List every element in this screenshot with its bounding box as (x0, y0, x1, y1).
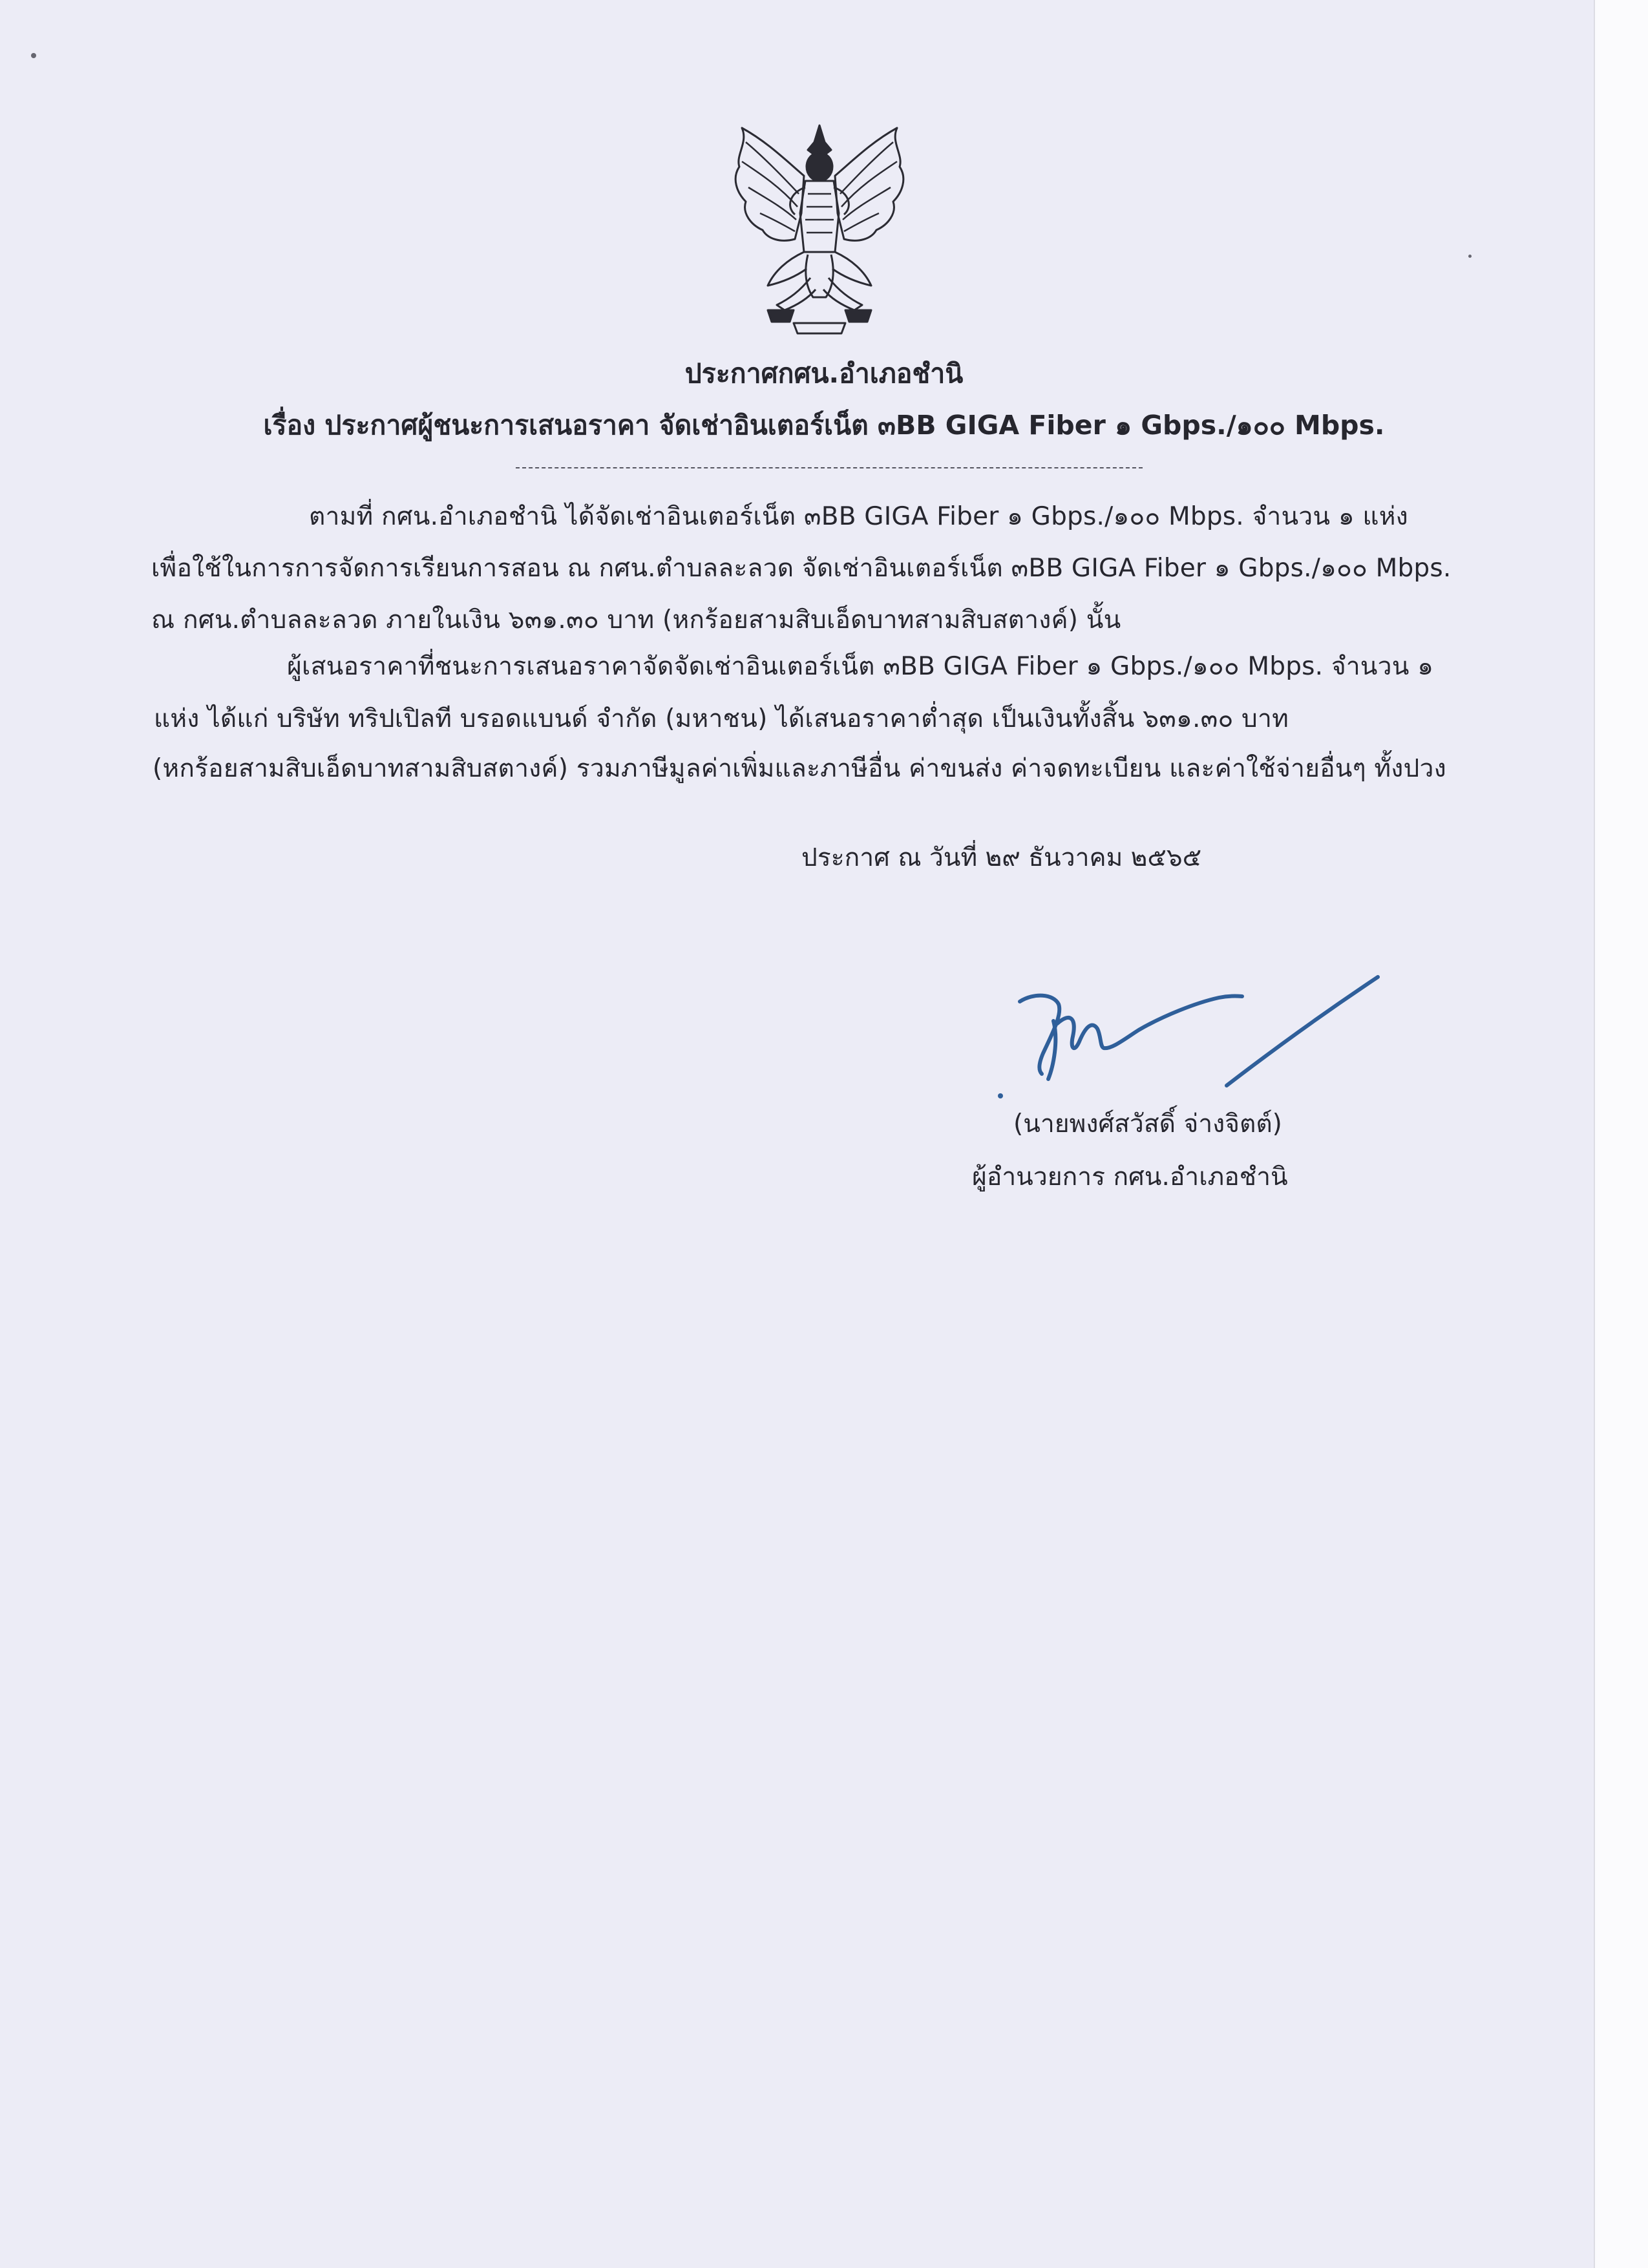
page-edge (1594, 0, 1648, 2268)
body-line: ณ กศน.ตำบลละลวด ภายในเงิน ๖๓๑.๓๐ บาท (หกร้อยสามสิบเอ็ดบาทสามสิบสตางค์) นั้น (151, 605, 1121, 635)
scan-speck (31, 53, 36, 58)
body-line: แห่ง ได้แก่ บริษัท ทริปเปิลที บรอดแบนด์ จำกัด (มหาชน) ได้เสนอราคาต่ำสุด เป็นเงินทั้งสิ้น ๖๓๑.๓๐ บาท (154, 704, 1289, 733)
announcement-subject: เรื่อง ประกาศผู้ชนะการเสนอราคา จัดเช่าอินเตอร์เน็ต ๓BB GIGA Fiber ๑ Gbps./๑๐๐ Mbps. (263, 410, 1385, 441)
signatory-name: (นายพงศ์สวัสดิ์ จ่างจิตต์) (1013, 1109, 1282, 1139)
announcement-date: ประกาศ ณ วันที่ ๒๙ ธันวาคม ๒๕๖๕ (801, 843, 1202, 872)
body-line: เพื่อใช้ในการการจัดการเรียนการสอน ณ กศน.ตำบลละลวด จัดเช่าอินเตอร์เน็ต ๓BB GIGA Fiber ๑ Gbps./๑๐๐ Mbps. (151, 554, 1452, 583)
signatory-position: ผู้อำนวยการ กศน.อำเภอชำนิ (972, 1162, 1288, 1192)
scan-speck (1468, 255, 1472, 258)
separator-rule (516, 467, 1143, 468)
body-line: ผู้เสนอราคาที่ชนะการเสนอราคาจัดจัดเช่าอินเตอร์เน็ต ๓BB GIGA Fiber ๑ Gbps./๑๐๐ Mbps. จำนวน ๑ (287, 652, 1434, 681)
garuda-emblem (723, 116, 916, 336)
announcement-title: ประกาศกศน.อำเภอชำนิ (684, 358, 964, 389)
signature (976, 956, 1389, 1111)
body-line: ตามที่ กศน.อำเภอชำนิ ได้จัดเช่าอินเตอร์เน็ต ๓BB GIGA Fiber ๑ Gbps./๑๐๐ Mbps. จำนวน ๑ แห่ง (309, 502, 1408, 531)
body-line: (หกร้อยสามสิบเอ็ดบาทสามสิบสตางค์) รวมภาษีมูลค่าเพิ่มและภาษีอื่น ค่าขนส่ง ค่าจดทะเบียน และค่าใช้จ่ายอื่นๆ ทั้งปวง (153, 754, 1446, 783)
